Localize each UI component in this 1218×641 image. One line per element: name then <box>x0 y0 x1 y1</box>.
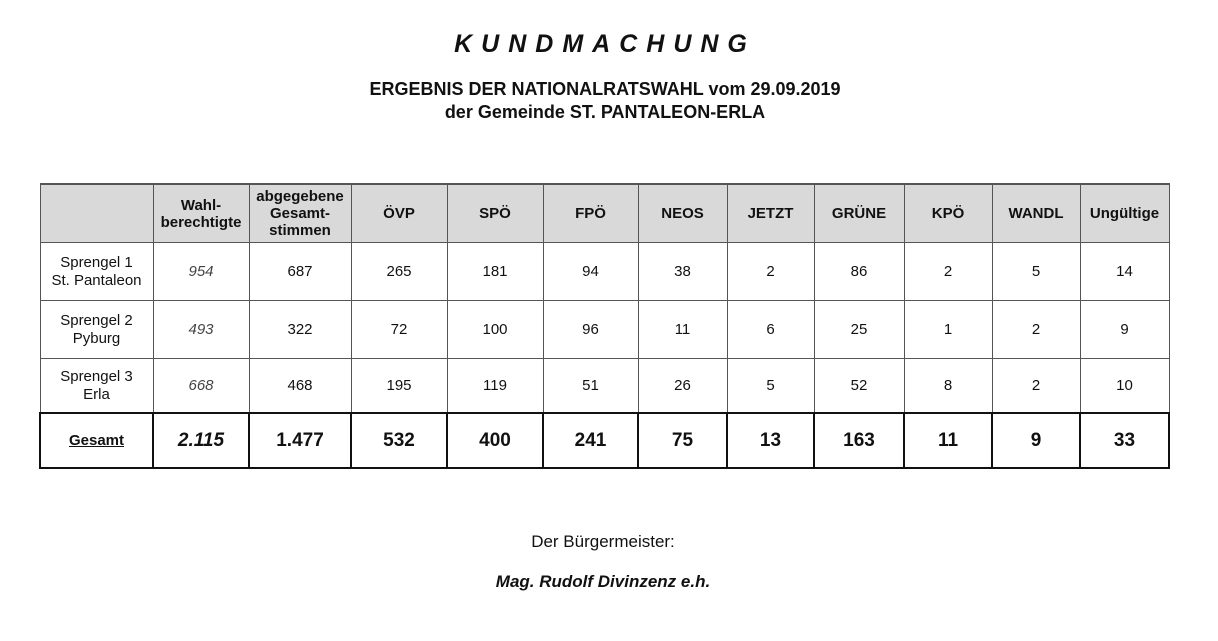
header-wandl: WANDL <box>992 184 1080 243</box>
vote-cell: 11 <box>638 301 727 359</box>
header-corner-cell <box>40 184 153 243</box>
vote-cell: 38 <box>638 243 727 301</box>
document-subtitle: ERGEBNIS DER NATIONALRATSWAHL vom 29.09.2019 <box>369 79 841 99</box>
header-neos: NEOS <box>638 184 727 243</box>
mayor-name: Mag. Rudolf Divinzenz e.h. <box>495 572 711 591</box>
vote-cell: 96 <box>543 301 638 359</box>
vote-cell: 119 <box>447 359 543 414</box>
vote-cell: 26 <box>638 359 727 414</box>
total-vote-cell: 532 <box>351 413 447 468</box>
cast-cell: 322 <box>249 301 351 359</box>
total-label: Gesamt <box>40 413 153 468</box>
vote-cell: 51 <box>543 359 638 414</box>
vote-cell: 9 <box>1080 301 1169 359</box>
table-row <box>40 301 1169 359</box>
total-cast-cell: 1.477 <box>249 413 351 468</box>
cast-cell: 687 <box>249 243 351 301</box>
total-vote-cell: 163 <box>814 413 904 468</box>
mayor-label: Der Bürgermeister: <box>531 532 675 551</box>
vote-cell: 1 <box>904 301 992 359</box>
header-kpoe: KPÖ <box>904 184 992 243</box>
header-gruene: GRÜNE <box>814 184 904 243</box>
vote-cell: 10 <box>1080 359 1169 414</box>
total-eligible-cell: 2.115 <box>153 413 249 468</box>
vote-cell: 14 <box>1080 243 1169 301</box>
header-invalid: Ungültige <box>1080 184 1169 243</box>
document-title: KUNDMACHUNG <box>454 30 756 58</box>
election-results-table <box>39 183 1170 469</box>
vote-cell: 5 <box>727 359 814 414</box>
vote-cell: 265 <box>351 243 447 301</box>
header-jetzt: JETZT <box>727 184 814 243</box>
vote-cell: 6 <box>727 301 814 359</box>
row-label: Sprengel 3 Erla <box>40 359 153 414</box>
vote-cell: 2 <box>992 301 1080 359</box>
eligible-cell: 668 <box>153 359 249 414</box>
vote-cell: 5 <box>992 243 1080 301</box>
vote-cell: 72 <box>351 301 447 359</box>
header-eligible: Wahl- berechtigte <box>153 184 249 243</box>
total-vote-cell: 13 <box>727 413 814 468</box>
eligible-cell: 954 <box>153 243 249 301</box>
header-spoe: SPÖ <box>447 184 543 243</box>
municipality-name: der Gemeinde ST. PANTALEON-ERLA <box>444 102 766 122</box>
row-label: Sprengel 2 Pyburg <box>40 301 153 359</box>
vote-cell: 94 <box>543 243 638 301</box>
vote-cell: 25 <box>814 301 904 359</box>
total-vote-cell: 400 <box>447 413 543 468</box>
eligible-cell: 493 <box>153 301 249 359</box>
total-row <box>40 413 1169 468</box>
vote-cell: 100 <box>447 301 543 359</box>
header-fpoe: FPÖ <box>543 184 638 243</box>
cast-cell: 468 <box>249 359 351 414</box>
vote-cell: 8 <box>904 359 992 414</box>
vote-cell: 2 <box>904 243 992 301</box>
total-vote-cell: 75 <box>638 413 727 468</box>
vote-cell: 181 <box>447 243 543 301</box>
table-row <box>40 243 1169 301</box>
total-vote-cell: 241 <box>543 413 638 468</box>
vote-cell: 2 <box>992 359 1080 414</box>
row-label: Sprengel 1 St. Pantaleon <box>40 243 153 301</box>
vote-cell: 195 <box>351 359 447 414</box>
header-oevp: ÖVP <box>351 184 447 243</box>
vote-cell: 52 <box>814 359 904 414</box>
table-row <box>40 359 1169 414</box>
total-vote-cell: 11 <box>904 413 992 468</box>
vote-cell: 86 <box>814 243 904 301</box>
vote-cell: 2 <box>727 243 814 301</box>
total-vote-cell: 9 <box>992 413 1080 468</box>
total-vote-cell: 33 <box>1080 413 1169 468</box>
table-header-row <box>40 184 1169 243</box>
header-cast-votes: abgegebene Gesamt- stimmen <box>249 184 351 243</box>
